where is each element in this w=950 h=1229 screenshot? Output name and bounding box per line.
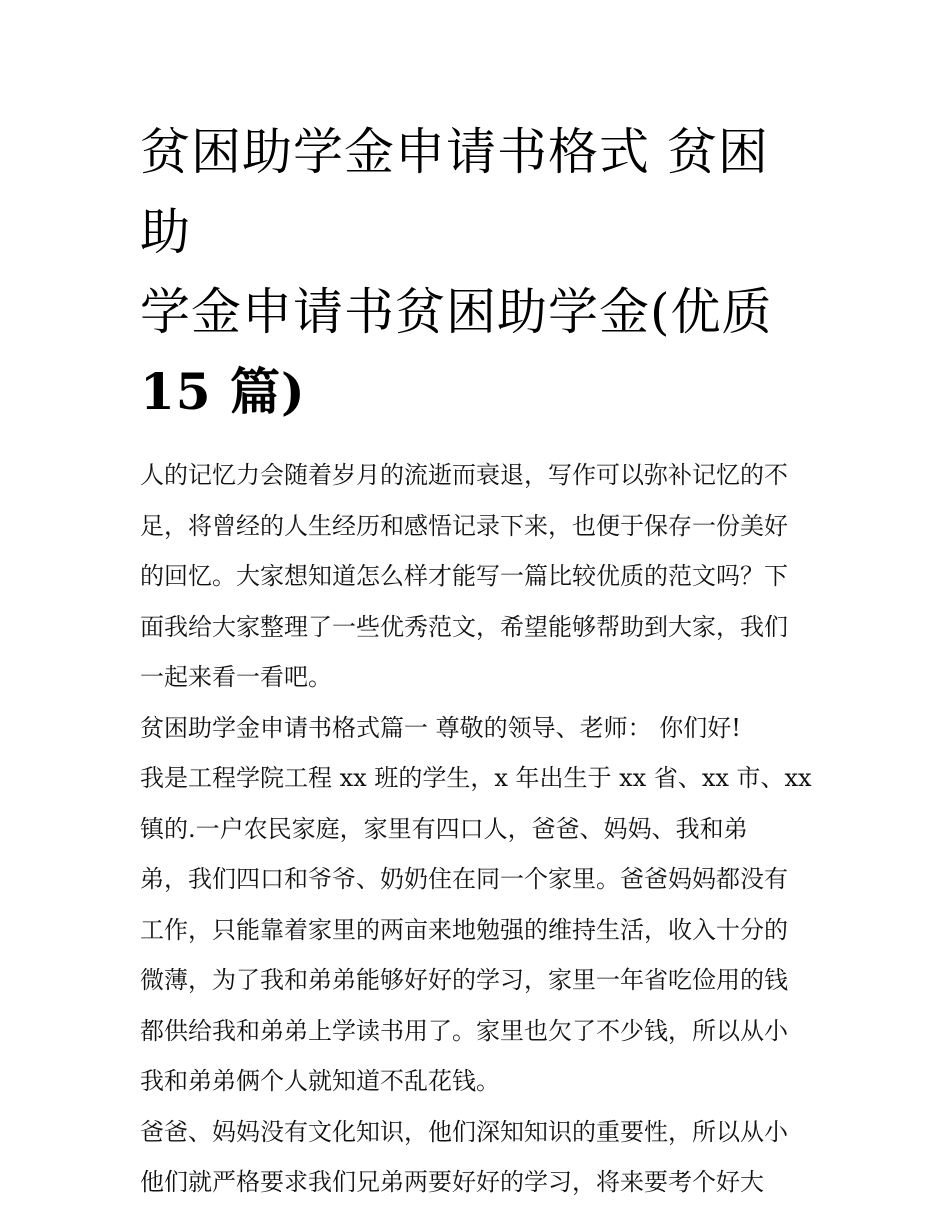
- body-line: 弟，我们四口和爷爷、奶奶住在同一个家里。爸爸妈妈都没有: [140, 865, 788, 893]
- body-line: 一起来看一看吧。: [140, 663, 332, 691]
- body-line: 爸爸、妈妈没有文化知识，他们深知知识的重要性，所以从小: [140, 1117, 788, 1146]
- section-heading-line: 贫困助学金申请书格式篇一 尊敬的领导、老师： 你们好!: [140, 713, 741, 742]
- body-line: 他们就严格要求我们兄弟两要好好的学习，将来要考个好大: [140, 1168, 764, 1196]
- body-line: 我是工程学院工程 xx 班的学生，x 年出生于 xx 省、xx 市、xx: [140, 764, 812, 792]
- document-body: [140, 450, 812, 1208]
- body-line: 都供给我和弟弟上学读书用了。家里也欠了不少钱，所以从小: [140, 1016, 788, 1045]
- body-line: 面我给大家整理了一些优秀范文，希望能够帮助到大家，我们: [140, 612, 788, 641]
- title-line-2: 学金申请书贫困助学金(优质: [140, 283, 773, 341]
- body-line: 工作，只能靠着家里的两亩来地勉强的维持生活，收入十分的: [140, 915, 788, 944]
- title-line-3: 15 篇): [140, 362, 306, 421]
- document-page: [140, 112, 812, 1208]
- body-line: 人的记忆力会随着岁月的流逝而衰退，写作可以弥补记忆的不: [140, 461, 788, 489]
- document-title: [140, 112, 812, 432]
- body-line: 镇的.一户农民家庭，家里有四口人，爸爸、妈妈、我和弟: [140, 814, 748, 843]
- body-line: 足，将曾经的人生经历和感悟记录下来，也便于保存一份美好: [140, 511, 788, 540]
- body-line: 的回忆。大家想知道怎么样才能写一篇比较优质的范文吗？下: [140, 562, 788, 590]
- title-line-1: 贫困助学金申请书格式 贫困助: [140, 123, 769, 261]
- body-line: 微薄，为了我和弟弟能够好好的学习，家里一年省吃俭用的钱: [140, 966, 788, 994]
- body-line: 我和弟弟俩个人就知道不乱花钱。: [140, 1067, 500, 1095]
